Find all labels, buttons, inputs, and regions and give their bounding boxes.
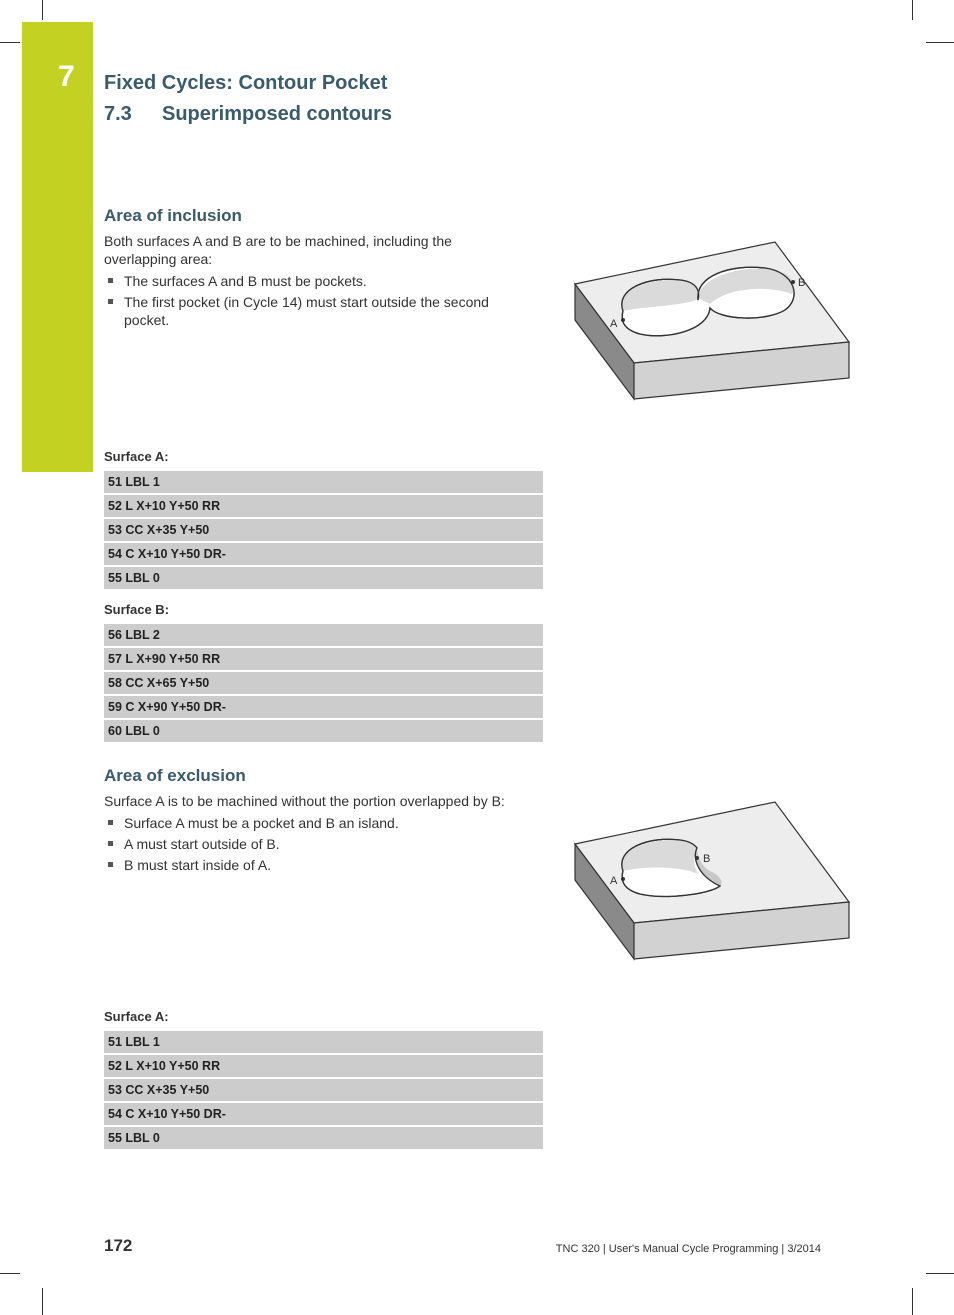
surface-a-label: Surface A:	[104, 449, 169, 464]
table-row: 57 L X+90 Y+50 RR	[104, 648, 543, 670]
list-item-text: The first pocket (in Cycle 14) must start outside the second pocket.	[124, 294, 489, 328]
surface-a-table	[104, 471, 543, 591]
list-item	[104, 814, 524, 832]
table-row: 55 LBL 0	[104, 1127, 543, 1149]
list-item	[104, 856, 524, 874]
crop-mark	[42, 1288, 43, 1315]
crop-mark	[42, 0, 43, 20]
inclusion-bullet-list	[104, 272, 524, 332]
footer-text: TNC 320 | User's Manual Cycle Programming | 3/2014	[555, 1243, 821, 1255]
section-number: 7.3	[104, 103, 132, 125]
bullet-icon	[108, 299, 113, 304]
section-title-text: Superimposed contours	[162, 103, 393, 125]
bullet-icon	[108, 278, 113, 283]
table-row: 56 LBL 2	[104, 624, 543, 646]
chapter-number: 7	[58, 60, 75, 93]
table-row: 54 C X+10 Y+50 DR-	[104, 1103, 543, 1125]
label-a: A	[610, 318, 618, 330]
table-row: 59 C X+90 Y+50 DR-	[104, 696, 543, 718]
exclusion-figure	[570, 796, 855, 966]
table-row: 60 LBL 0	[104, 720, 543, 742]
crop-mark	[926, 1273, 954, 1274]
label-b: B	[798, 277, 806, 289]
table-row: 58 CC X+65 Y+50	[104, 672, 543, 694]
list-item-text: B must start inside of A.	[124, 857, 272, 873]
crop-mark	[926, 42, 954, 43]
bullet-icon	[108, 820, 113, 825]
exclusion-heading: Area of exclusion	[104, 766, 246, 785]
surface-a-table	[104, 1031, 543, 1151]
start-point-b	[791, 280, 795, 284]
list-item-text: A must start outside of B.	[124, 836, 280, 852]
list-item	[104, 835, 524, 853]
surface-a-label: Surface A:	[104, 1009, 169, 1024]
inclusion-intro: Both surfaces A and B are to be machined, including the overlapping area:	[104, 233, 452, 267]
section-title	[104, 103, 392, 126]
start-point-b	[695, 856, 699, 860]
bullet-icon	[108, 862, 113, 867]
exclusion-intro: Surface A is to be machined without the portion overlapped by B:	[104, 793, 505, 809]
table-row: 55 LBL 0	[104, 567, 543, 589]
table-row: 53 CC X+35 Y+50	[104, 519, 543, 541]
crop-mark	[0, 1273, 20, 1274]
table-row: 54 C X+10 Y+50 DR-	[104, 543, 543, 565]
label-b: B	[703, 853, 711, 865]
chapter-title: Fixed Cycles: Contour Pocket	[104, 72, 388, 94]
surface-b-table	[104, 624, 543, 744]
page-number: 172	[104, 1236, 133, 1255]
inclusion-figure	[570, 236, 855, 406]
start-point-a	[621, 318, 625, 322]
table-row: 51 LBL 1	[104, 1031, 543, 1053]
crop-mark	[912, 0, 913, 20]
inclusion-heading: Area of inclusion	[104, 206, 242, 225]
list-item-text: Surface A must be a pocket and B an island.	[124, 815, 399, 831]
label-a: A	[610, 875, 618, 887]
list-item	[104, 293, 524, 329]
table-row: 53 CC X+35 Y+50	[104, 1079, 543, 1101]
surface-b-label: Surface B:	[104, 602, 170, 617]
list-item	[104, 272, 524, 290]
exclusion-bullet-list	[104, 814, 524, 877]
crop-mark	[912, 1288, 913, 1315]
crop-mark	[0, 42, 20, 43]
table-row: 52 L X+10 Y+50 RR	[104, 495, 543, 517]
table-row: 52 L X+10 Y+50 RR	[104, 1055, 543, 1077]
list-item-text: The surfaces A and B must be pockets.	[124, 273, 367, 289]
start-point-a	[621, 877, 625, 881]
table-row: 51 LBL 1	[104, 471, 543, 493]
bullet-icon	[108, 841, 113, 846]
